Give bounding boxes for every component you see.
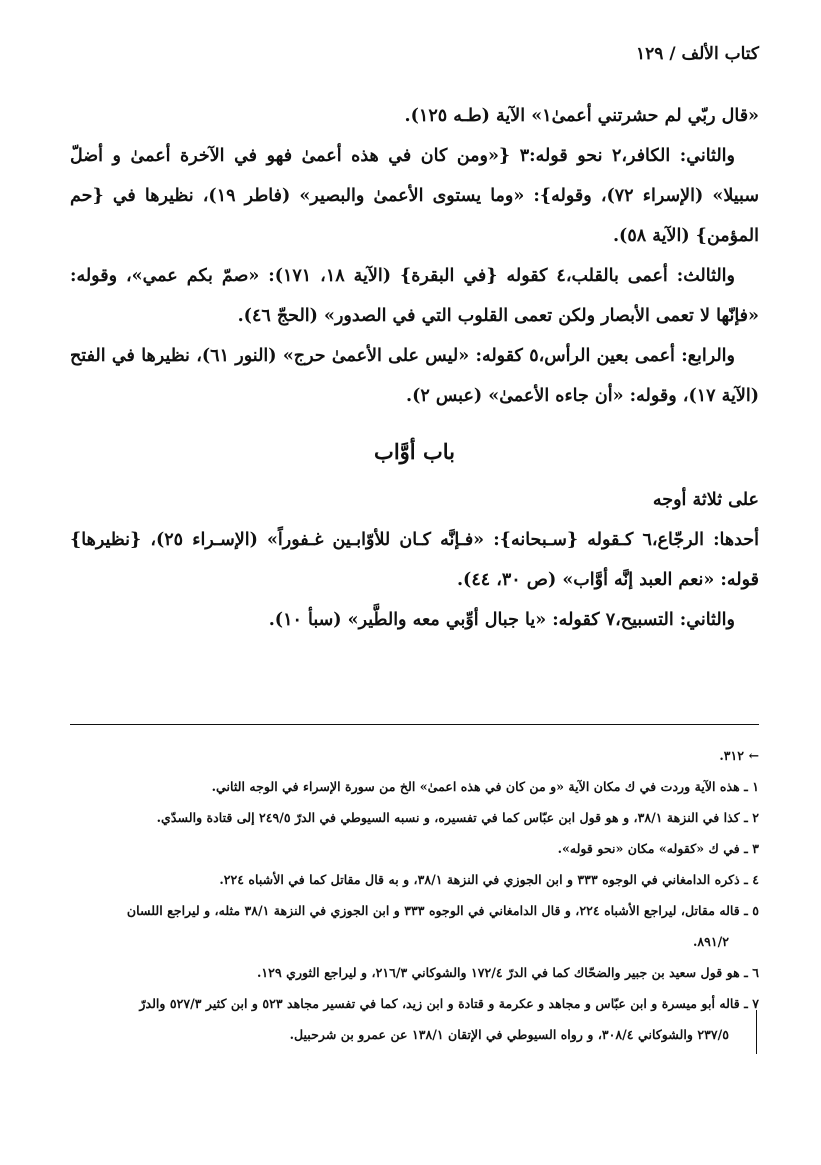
footnote-5: ٥ ـ قاله مقاتل، لیراجع الأشباه ٢٢٤، و قال الدامغاني في الوجوه ٣٣٣ و ابن الجوزي في النزهة ٣٨/١ مثله، و ليراجع اللسان xyxy=(126,903,759,918)
margin-mark xyxy=(756,1010,757,1054)
footnotes xyxy=(70,740,759,1050)
paragraph-4: والرابع: أعمى بعين الرأس،٥ كقوله: «ليس على الأعمىٰ حرج» (النور ٦١)، نظيرها في الفتح (الآية ١٧)، وقوله: «أن جاءه الأعمىٰ» (عبس ٢). xyxy=(70,346,759,406)
footnote-3: ٣ ـ في ك «كقوله» مكان «نحو قوله». xyxy=(557,841,759,856)
paragraph-3: والثالث: أعمى بالقلب،٤ كقوله {في البقرة} (الآية ١٨، ١٧١): «صمّ بكم عمي»، وقوله: «فإنّها لا تعمى الأبصار ولكن تعمى القلوب التي في الصدور» (الحجّ ٤٦). xyxy=(70,266,759,326)
paragraph-2: والثاني: الكافر،٢ نحو قوله:٣ {«ومن كان في هذه أعمىٰ فهو في الآخرة أعمىٰ و أضلّ سبيلا» (الإسراء ٧٢)، وقوله}: «وما يستوى الأعمىٰ والبصير» (فاطر ١٩)، نظيرها في {حم المؤمن} (الآية ٥٨). xyxy=(70,146,759,246)
book-page xyxy=(70,0,759,1165)
footnote-2: ٢ ـ كذا في النزهة ٣٨/١، و هو قول ابن عبّاس كما في تفسيره، و نسبه السيوطي في الدرّ ٢٤٩/٥ إلى قتادة والسدّي. xyxy=(156,810,759,825)
footnote-6: ٦ ـ هو قول سعيد بن جبير والضحّاك كما في الدرّ ١٧٢/٤ والشوكاني ٢١٦/٣، و ليراجع الثوري ١٢٩. xyxy=(257,965,759,980)
paragraph-5: أحدها: الرجّاع،٦ كـقوله {سـبحانه}: «فـإنَّه كـان للأوّابـين غـفوراً» (الإسـراء ٢٥)، {نظيرها} قوله: «نعم العبد إنَّه أوَّاب» (ص ٣٠، ٤٤). xyxy=(70,530,759,590)
paragraph-6: والثاني: التسبيح،٧ كقوله: «يا جبال أوِّبي معه والطَّير» (سبأ ١٠). xyxy=(268,610,735,630)
paragraph-1: «قال ربّي لم حشرتني أعمىٰ١» الآية (طـه ١٢٥). xyxy=(404,106,759,126)
footnote-page-ref: ← ٣١٢. xyxy=(719,748,759,763)
footnote-1: ١ ـ هذه الآية وردت في ك مكان الآية «و من كان في هذه اعمىٰ» الخ من سورة الإسراء في الوجه الثاني. xyxy=(211,779,759,794)
section-subheading: على ثلاثة أوجه xyxy=(652,490,759,510)
footnote-7-continued: ٢٣٧/٥ والشوكاني ٣٠٨/٤، و رواه السيوطي في الإتقان ١٣٨/١ عن عمرو بن شرحبيل. xyxy=(289,1027,729,1042)
footnote-separator xyxy=(70,724,759,725)
footnote-4: ٤ ـ ذكره الدامغاني في الوجوه ٣٣٣ و ابن الجوزي في النزهة ٣٨/١، و به قال مقاتل كما في الأشباه ٢٢٤. xyxy=(219,872,759,887)
footnote-5-continued: ٨٩١/٢. xyxy=(692,934,729,949)
running-header: كتاب الألف / ١٢٩ xyxy=(636,44,759,64)
section-heading: باب أوَّاب xyxy=(374,439,455,464)
footnote-7: ٧ ـ قاله أبو ميسرة و ابن عبّاس و مجاهد و عكرمة و قتادة و ابن زيد، كما في تفسير مجاهد ٥٢٣ و ابن كثير ٥٢٧/٣ والدرّ xyxy=(139,996,759,1011)
main-text xyxy=(70,96,759,640)
